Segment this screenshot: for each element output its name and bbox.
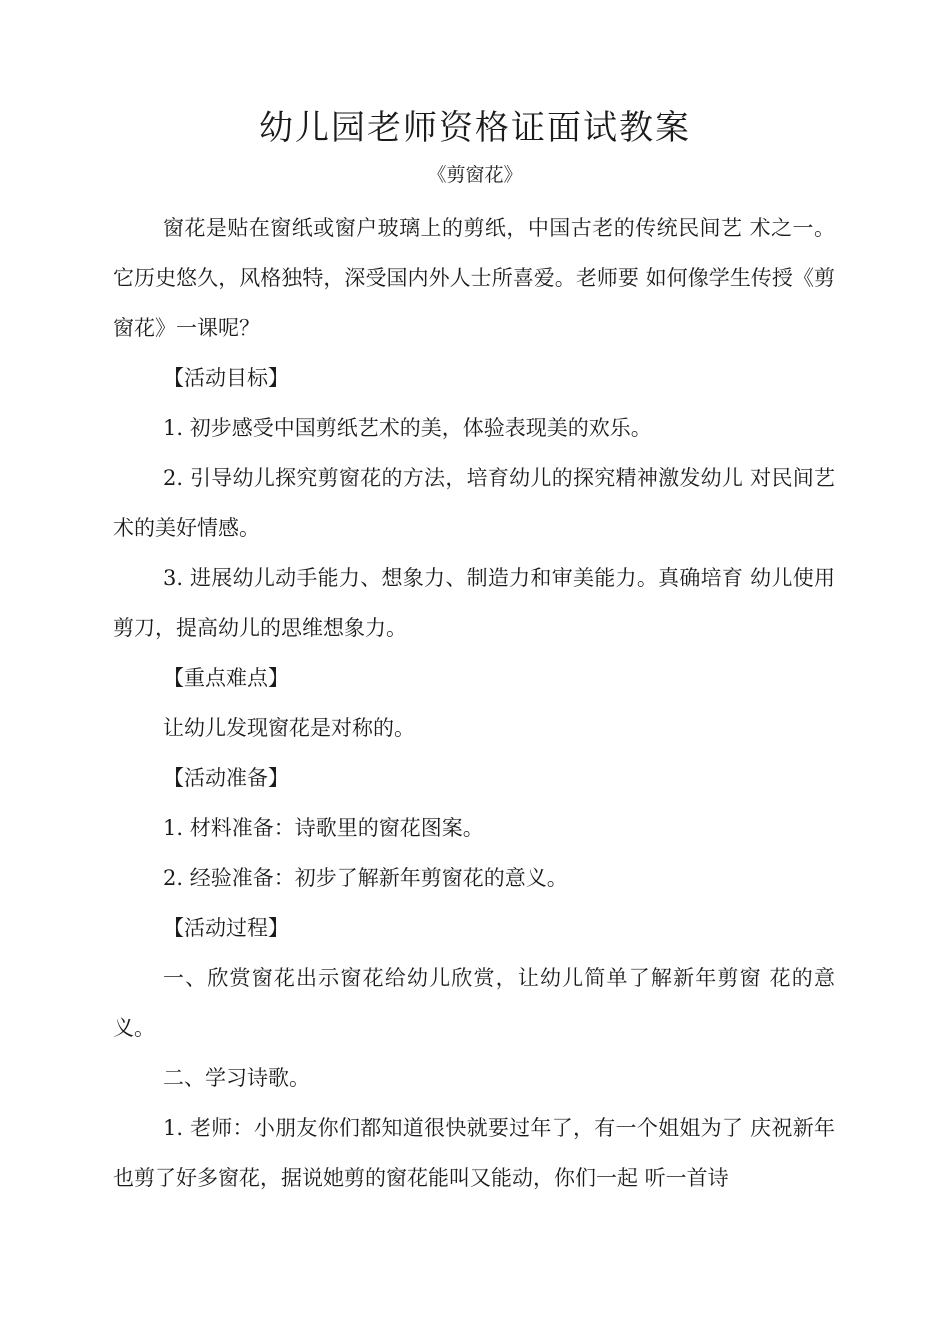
process-step-2-item-1: 1. 老师：小朋友你们都知道很快就要过年了，有一个姐姐为了 庆祝新年也剪了好多窗花，据说她剪的窗花能叫又能动，你们一起 听一首诗 [113,1116,835,1190]
section-heading-key-points: 【重点难点】 [163,666,289,690]
section-heading-goals: 【活动目标】 [163,366,289,390]
document-subtitle: 《剪窗花》 [427,164,523,186]
section-heading-process: 【活动过程】 [163,916,289,940]
preparation-item-1: 1. 材料准备：诗歌里的窗花图案。 [163,816,484,840]
process-step-1: 一、欣赏窗花出示窗花给幼儿欣赏，让幼儿简单了解新年剪窗 花的意义。 [113,966,835,1040]
preparation-item-2: 2. 经验准备：初步了解新年剪窗花的意义。 [163,866,568,890]
document-title: 幼儿园老师资格证面试教案 [259,108,691,148]
document-body [113,203,835,1203]
goal-item-1: 1. 初步感受中国剪纸艺术的美，体验表现美的欢乐。 [163,416,652,440]
goal-item-2: 2. 引导幼儿探究剪窗花的方法，培育幼儿的探究精神激发幼儿 对民间艺术的美好情感。 [113,466,835,540]
intro-paragraph: 窗花是贴在窗纸或窗户玻璃上的剪纸，中国古老的传统民间艺 术之一。它历史悠久，风格独特，深受国内外人士所喜爱。老师要 如何像学生传授《剪窗花》一课呢？ [113,216,835,340]
key-point-text: 让幼儿发现窗花是对称的。 [163,716,415,740]
goal-item-3: 3. 进展幼儿动手能力、想象力、制造力和审美能力。真确培育 幼儿使用剪刀，提高幼儿的思维想象力。 [113,566,835,640]
process-step-2: 二、学习诗歌。 [163,1066,310,1090]
section-heading-preparation: 【活动准备】 [163,766,289,790]
